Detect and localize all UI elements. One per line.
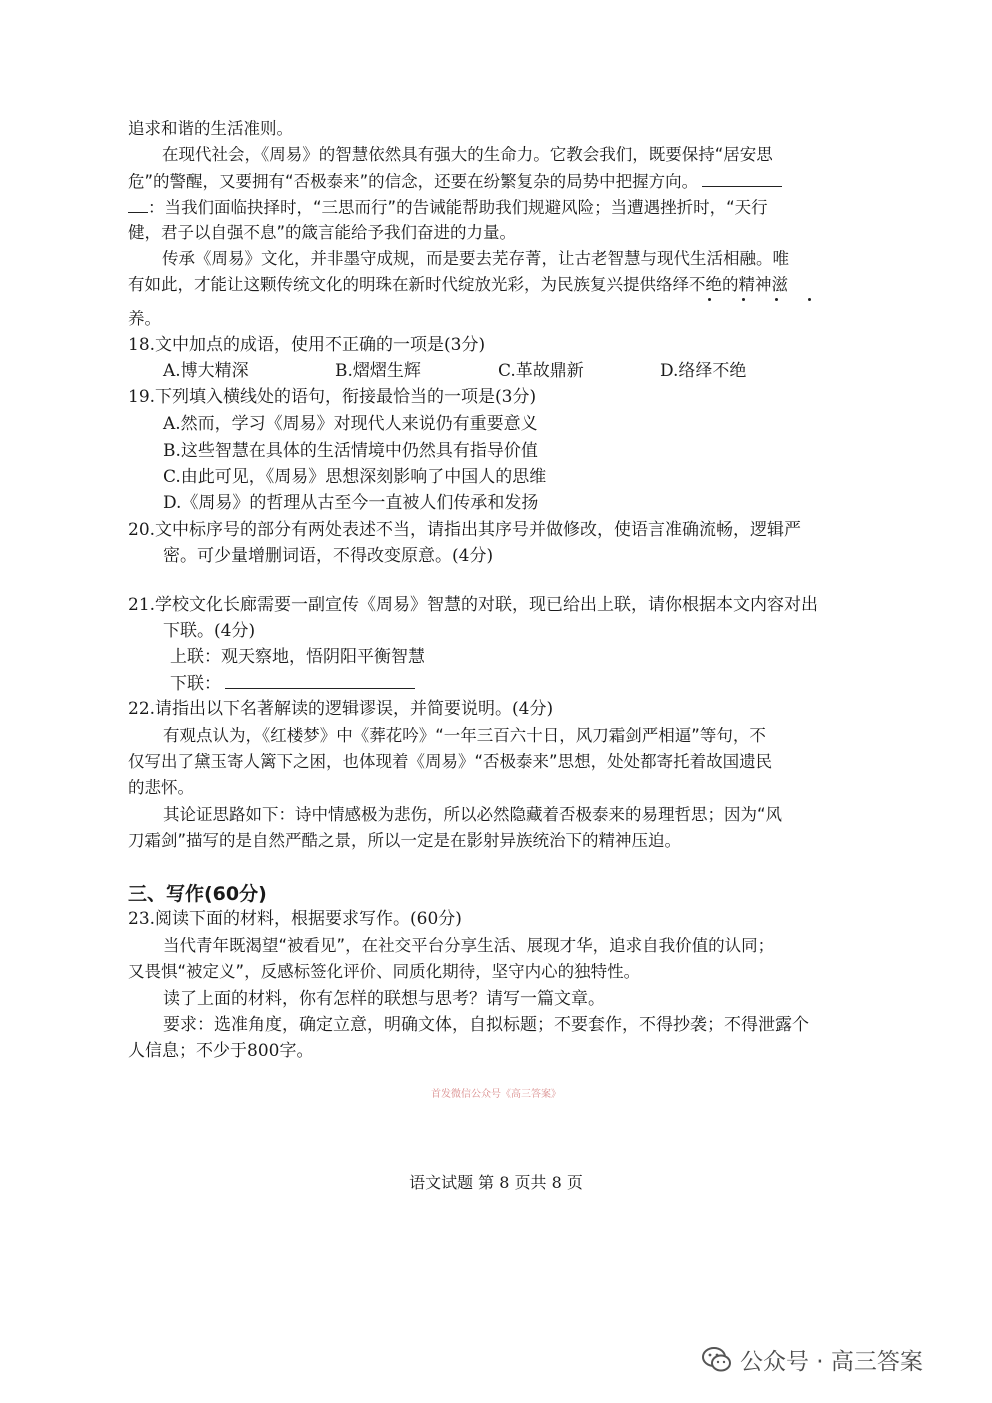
couplet-upper: 上联：观天察地，悟阴阳平衡智慧 (170, 647, 425, 667)
passage-line-3 (128, 170, 782, 193)
emphasis-dot (775, 298, 778, 301)
prompt-line: 读了上面的材料，你有怎样的联想与思考？请写一篇文章。 (163, 989, 605, 1009)
question-22-para2-line1: 其论证思路如下：诗中情感极为悲伤，所以必然隐藏着否极泰来的易理哲思；因为“风 (163, 805, 783, 824)
passage-line-4-text: ：当我们面临抉择时，“三思而行”的告诫能帮助我们规避风险；当遭遇挫折时，“天行 (148, 198, 768, 217)
couplet-lower-blank (225, 672, 415, 689)
question-19-option-d: D.《周易》的哲理从古至今一直被人们传承和发扬 (163, 493, 539, 513)
passage-line-3-text: 危”的警醒，又要拥有“否极泰来”的信念，还要在纷繁复杂的局势中把握方向。 (128, 172, 699, 191)
passage-line-7: 有如此，才能让这颗传统文化的明珠在新时代绽放光彩，为民族复兴提供络绎不绝的精神滋 (128, 275, 788, 294)
question-18-option-b: B.熠熠生辉 (335, 361, 421, 381)
question-22-para1-line2: 仅写出了黛玉寄人篱下之困，也体现着《周易》“否极泰来”思想，处处都寄托着故国遗民 (128, 752, 773, 771)
question-21-line-1: 21.学校文化长廊需要一副宣传《周易》智慧的对联，现已给出上联，请你根据本文内容对出 (128, 595, 819, 615)
passage-line-5: 健，君子以自强不息”的箴言能给予我们奋进的力量。 (128, 223, 517, 242)
question-19-option-b: B.这些智慧在具体的生活情境中仍然具有指导价值 (163, 441, 538, 461)
couplet-lower (170, 672, 415, 695)
question-19-option-c: C.由此可见，《周易》思想深刻影响了中国人的思维 (163, 467, 547, 487)
brand-badge (702, 1343, 923, 1376)
passage-line-8: 养。 (128, 309, 161, 328)
question-20-line-2: 密。可少量增删词语，不得改变原意。(4分) (163, 546, 494, 566)
question-19-stem: 19.下列填入横线处的语句，衔接最恰当的一项是(3分) (128, 387, 537, 407)
question-18-option-d: D.络绎不绝 (660, 361, 747, 381)
answer-blank (702, 170, 782, 187)
emphasis-dot (742, 298, 745, 301)
question-23-stem: 23.阅读下面的材料，根据要求写作。(60分) (128, 909, 462, 929)
passage-line-1: 追求和谐的生活准则。 (128, 119, 293, 138)
requirements-line-1: 要求：选准角度，确定立意，明确文体，自拟标题；不要套作，不得抄袭；不得泄露个 (163, 1015, 809, 1035)
passage-line-6: 传承《周易》文化，并非墨守成规，而是要去芜存菁，让古老智慧与现代生活相融。唯 (162, 249, 789, 268)
emphasis-dot (708, 298, 711, 301)
question-21-line-2: 下联。(4分) (163, 621, 256, 641)
question-18-option-a: A.博大精深 (163, 361, 249, 381)
page-footer: 语文试题 第 8 页共 8 页 (409, 1173, 583, 1192)
question-18-option-c: C.革故鼎新 (498, 361, 584, 381)
question-20-line-1: 20.文中标序号的部分有两处表述不当，请指出其序号并做修改，使语言准确流畅，逻辑严 (128, 520, 802, 540)
passage-line-4 (128, 196, 768, 219)
watermark: 首发微信公众号《高三答案》 (431, 1089, 561, 1100)
question-22-para2-line2: 刀霜剑”描写的是自然严酷之景，所以一定是在影射异族统治下的精神压迫。 (128, 831, 682, 850)
question-19-option-a: A.然而，学习《周易》对现代人来说仍有重要意义 (163, 414, 538, 434)
emphasis-dot (808, 298, 811, 301)
answer-blank-continued (128, 196, 148, 213)
passage-line-2: 在现代社会，《周易》的智慧依然具有强大的生命力。它教会我们，既要保持“居安思 (162, 145, 773, 164)
question-22-stem: 22.请指出以下名著解读的逻辑谬误，并简要说明。(4分) (128, 699, 554, 719)
question-18-stem: 18.文中加点的成语，使用不正确的一项是(3分) (128, 335, 486, 355)
couplet-lower-label: 下联： (170, 674, 221, 694)
material-line-2: 又畏惧“被定义”，反感标签化评价、同质化期待，坚守内心的独特性。 (128, 962, 641, 981)
wechat-icon (702, 1347, 732, 1373)
brand-text: 公众号 · 高三答案 (740, 1349, 923, 1375)
section-3-title: 三、写作(60分) (128, 883, 267, 905)
requirements-line-2: 人信息；不少于800字。 (128, 1041, 314, 1061)
material-line-1: 当代青年既渴望“被看见”，在社交平台分享生活、展现才华，追求自我价值的认同； (163, 936, 775, 955)
question-22-para1-line1: 有观点认为，《红楼梦》中《葬花吟》“一年三百六十日，风刀霜剑严相逼”等句，不 (163, 726, 766, 745)
question-22-para1-line3: 的悲怀。 (128, 778, 194, 797)
